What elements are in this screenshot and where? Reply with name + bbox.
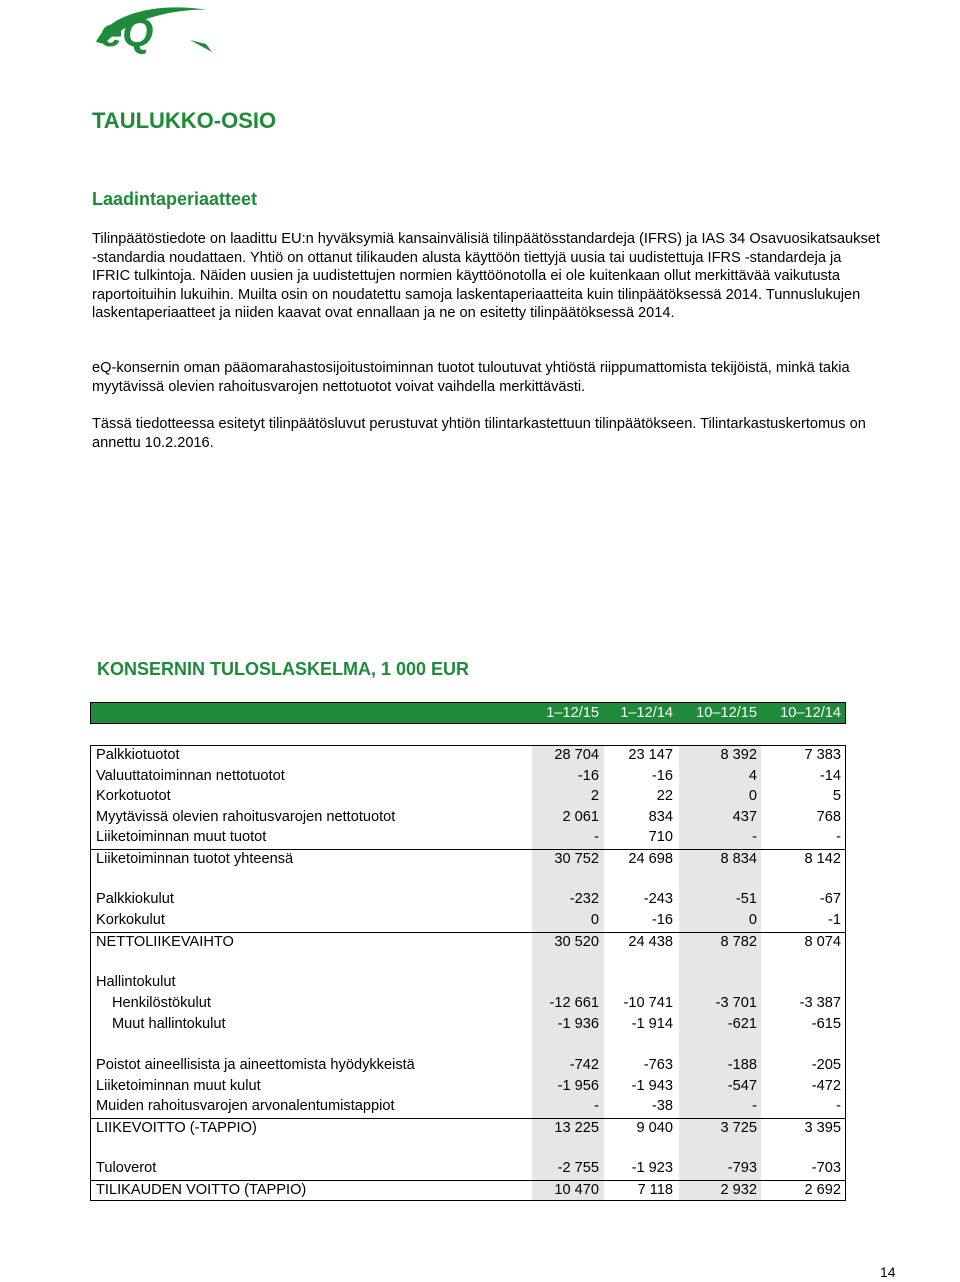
cell: -547 [727, 1078, 757, 1094]
cell: 2 061 [562, 809, 599, 825]
cell: - [594, 829, 599, 845]
cell: 2 932 [720, 1182, 757, 1198]
cell: -1 [828, 912, 841, 928]
table-row [91, 808, 845, 828]
row-label: Poistot aineellisista ja aineettomista hyödykkeistä [96, 1057, 415, 1073]
cell: 2 692 [804, 1182, 841, 1198]
cell: -1 914 [631, 1016, 673, 1032]
row-label: TILIKAUDEN VOITTO (TAPPIO) [96, 1182, 307, 1198]
table-row [91, 1159, 845, 1179]
row-label: Korkokulut [96, 912, 165, 928]
cell: -67 [819, 891, 841, 907]
cell: 710 [648, 829, 673, 845]
table-row-total [91, 1180, 845, 1201]
cell: 768 [816, 809, 841, 825]
table-row [91, 746, 845, 766]
cell: 0 [748, 912, 757, 928]
cell: -3 701 [715, 995, 757, 1011]
cell: -232 [569, 891, 599, 907]
row-label: Valuuttatoiminnan nettotuotot [96, 768, 285, 784]
cell: 7 383 [804, 747, 841, 763]
cell: -16 [651, 768, 673, 784]
cell: 8 142 [804, 851, 841, 867]
row-label: Palkkiotuotot [96, 747, 180, 763]
cell: 23 147 [628, 747, 673, 763]
section-title: TAULUKKO-OSIO [92, 108, 277, 133]
table-row [91, 1097, 845, 1117]
row-label: Palkkiokulut [96, 891, 174, 907]
cell: -51 [735, 891, 757, 907]
cell: -742 [569, 1057, 599, 1073]
cell: 0 [748, 788, 757, 804]
column-header-4: 10–12/14 [780, 705, 841, 721]
cell: 30 520 [554, 934, 599, 950]
cell: 13 225 [554, 1120, 599, 1136]
table-row [91, 1015, 845, 1035]
cell: -16 [651, 912, 673, 928]
table-row [91, 994, 845, 1014]
row-label: Hallintokulut [96, 974, 176, 990]
row-label: Muiden rahoitusvarojen arvonalentumistappiot [96, 1098, 395, 1114]
column-header-1: 1–12/15 [546, 705, 599, 721]
cell: 3 725 [720, 1120, 757, 1136]
paragraph-accounting-principles: Tilinpäätöstiedote on laadittu EU:n hyväksymiä kansainvälisiä tilinpäätösstandardeja (IFRS) ja IAS 34 Osavuosikatsaukset -standardia noudattaen. Yhtiö on ottanut tilikauden alusta käyttöön tiettyjä uusia tai uudistettuja IFRS -standardeja ja IFRIC tulkintoja. Näiden uusien ja uudistettujen normien käyttöönotolla ei ole kuitenkaan ollut merkittävää vaikutusta raportoituihin lukuihin. Muilta osin on noudatettu samoja laskentaperiaatteita kuin tilinpäätöksessä 2014. Tunnuslukujen laskentaperiaatteet ja niiden kaavat ovat ennallaan ja ne on esitetty tilinpäätöksessä 2014. [92, 231, 880, 321]
sub-title: Laadintaperiaatteet [92, 189, 258, 209]
table-row [91, 787, 845, 807]
column-header-2: 1–12/14 [620, 705, 673, 721]
cell: -12 661 [549, 995, 599, 1011]
cell: -10 741 [623, 995, 673, 1011]
cell: - [752, 829, 757, 845]
row-label: Liiketoiminnan muut kulut [96, 1078, 261, 1094]
cell: 8 782 [720, 934, 757, 950]
cell: -1 943 [631, 1078, 673, 1094]
cell: -1 923 [631, 1160, 673, 1176]
cell: 834 [648, 809, 673, 825]
row-label: Myytävissä olevien rahoitusvarojen nettotuotot [96, 809, 396, 825]
table-row [91, 1056, 845, 1076]
cell: 5 [832, 788, 841, 804]
cell: - [594, 1098, 599, 1114]
cell: 28 704 [554, 747, 599, 763]
table-row [91, 828, 845, 848]
column-header-3: 10–12/15 [696, 705, 757, 721]
row-label: Henkilöstökulut [112, 995, 211, 1011]
cell: 2 [590, 788, 599, 804]
cell: 0 [590, 912, 599, 928]
cell: -16 [577, 768, 599, 784]
cell: -1 956 [557, 1078, 599, 1094]
cell: -703 [811, 1160, 841, 1176]
table-row [91, 890, 845, 910]
table-row [91, 911, 845, 931]
logo-text: eQ [100, 11, 154, 54]
cell: 8 074 [804, 934, 841, 950]
row-label: Muut hallintokulut [112, 1016, 226, 1032]
cell: - [836, 829, 841, 845]
table-row [91, 973, 845, 993]
eq-logo [90, 4, 220, 54]
cell: -205 [811, 1057, 841, 1073]
cell: 30 752 [554, 851, 599, 867]
table-header [90, 702, 846, 724]
cell: 8 834 [720, 851, 757, 867]
cell: 24 438 [628, 934, 673, 950]
cell: -763 [643, 1057, 673, 1073]
cell: - [836, 1098, 841, 1114]
cell: 24 698 [628, 851, 673, 867]
row-label: NETTOLIIKEVAIHTO [96, 934, 234, 950]
cell: -2 755 [557, 1160, 599, 1176]
cell: - [752, 1098, 757, 1114]
cell: 437 [732, 809, 757, 825]
cell: 9 040 [636, 1120, 673, 1136]
cell: -3 387 [799, 995, 841, 1011]
row-label: Tuloverot [96, 1160, 157, 1176]
cell: 10 470 [554, 1182, 599, 1198]
page-number: 14 [880, 1264, 896, 1280]
row-label: LIIKEVOITTO (-TAPPIO) [96, 1120, 257, 1136]
cell: -188 [727, 1057, 757, 1073]
cell: 22 [656, 788, 673, 804]
table-row [91, 1077, 845, 1097]
cell: 7 118 [637, 1182, 673, 1198]
cell: 8 392 [720, 747, 757, 763]
cell: -615 [811, 1016, 841, 1032]
table-title: KONSERNIN TULOSLASKELMA, 1 000 EUR [97, 659, 470, 679]
cell: -472 [811, 1078, 841, 1094]
cell: 3 395 [804, 1120, 841, 1136]
income-statement-table [90, 745, 846, 1201]
table-row-total [91, 932, 845, 953]
paragraph-audit: Tässä tiedotteessa esitetyt tilinpäätösluvut perustuvat yhtiön tilintarkastettuun tilinpäätökseen. Tilintarkastuskertomus on annettu 10.2.2016. [92, 416, 866, 451]
cell: -1 936 [557, 1016, 599, 1032]
cell: -621 [727, 1016, 757, 1032]
row-label: Liiketoiminnan muut tuotot [96, 829, 267, 845]
cell: 4 [748, 768, 757, 784]
cell: -14 [819, 768, 841, 784]
row-label: Korkotuotot [96, 788, 171, 804]
table-row [91, 767, 845, 787]
table-row-total [91, 1118, 845, 1139]
cell: -38 [651, 1098, 673, 1114]
table-row-total [91, 849, 845, 870]
paragraph-investment-income: eQ-konsernin oman pääomarahastosijoitustoiminnan tuotot tuloutuvat yhtiöstä riippumattomista tekijöistä, minkä takia myytävissä olevien rahoitusvarojen nettotuotot voivat vaihdella merkittävästi. [92, 360, 850, 395]
cell: -243 [643, 891, 673, 907]
row-label: Liiketoiminnan tuotot yhteensä [96, 851, 294, 867]
cell: -793 [727, 1160, 757, 1176]
